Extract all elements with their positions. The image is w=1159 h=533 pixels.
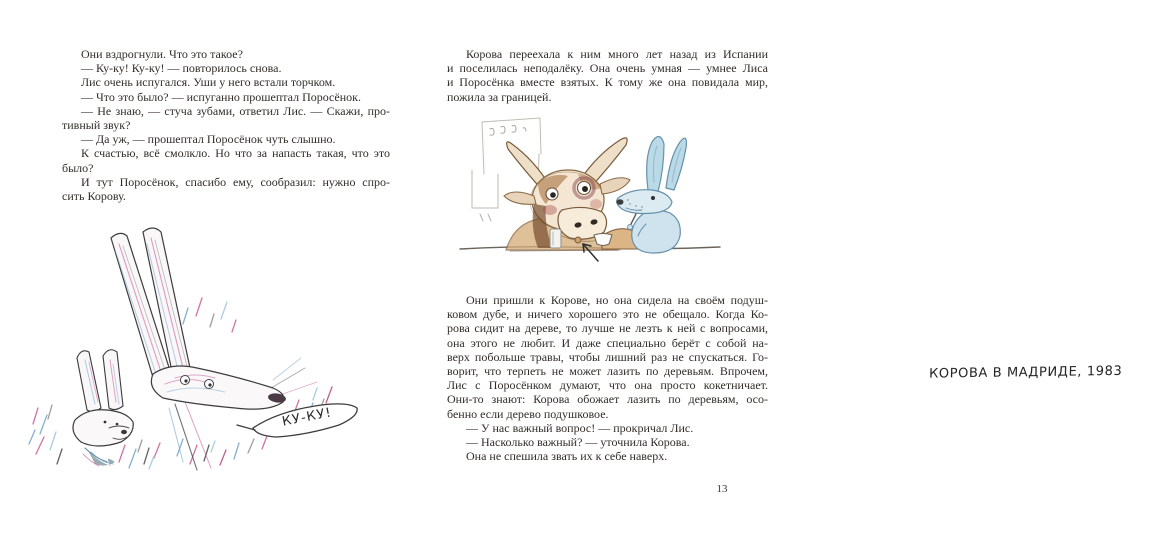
text-line: и поселилась неподалёку. Она очень умная — умнее Лиса [447, 61, 768, 76]
right-page-text-top [447, 47, 768, 104]
text-line: Они вздрогнули. Что это такое? [81, 47, 243, 61]
left-page-text [62, 47, 390, 203]
text-line: было? [62, 160, 94, 175]
text-line: пожила за границей. [447, 89, 552, 104]
text-line: — Ку-ку! Ку-ку! — повторилось снова. [81, 61, 282, 76]
text-line: Лис очень испугался. Уши у него встали торчком. [81, 75, 336, 90]
text-line: — Насколько важный? — уточнила Корова. [466, 435, 690, 450]
text-line: верх побольше травы, чтобы лишний раз не спускаться. Го- [447, 349, 768, 364]
text-line: и Поросёнка вместе взятых. К тому же она повидала мир, [447, 75, 768, 90]
text-line: ворит, что терпеть не может лазить по деревьям. Впрочем, [447, 364, 768, 379]
text-line: Она не спешила звать их к себе наверх. [466, 449, 668, 464]
text-line: — Не знаю, — стуча зубами, ответил Лис. — Скажи, про- [81, 103, 390, 118]
right-page-text-bottom [447, 293, 768, 463]
text-line: — Да уж, — прошептал Поросёнок чуть слышно. [81, 132, 336, 147]
text-line: рова сидит на дереве, то лучше не лезть к ней с вопросами, [447, 321, 768, 336]
text-line: она этого не любит. И даже специально берёт с собой на- [447, 335, 768, 350]
glass [550, 229, 561, 248]
text-line: Лис с Поросёнком думают, что она просто кокетничает. [447, 378, 768, 393]
speech-bubble-text: КУ-КУ! [280, 405, 334, 430]
text-line: Они-то знают: Корова обожает лазить по деревьям, осо- [447, 392, 768, 407]
text-line: Они пришли к Корове, но она сидела на своём подуш- [466, 293, 768, 307]
text-line: сить Корову. [62, 189, 126, 204]
text-line: И тут Поросёнок, спасибо ему, сообразил: нужно спро- [81, 174, 390, 189]
text-line: ковом дубе, и ничего хорошего это не обещало. Когда Ко- [447, 307, 768, 322]
text-line: Корова переехала к ним много лет назад из Испании [466, 47, 768, 61]
fox-hare-illustration [25, 222, 385, 477]
text-line: — Что это было? — испуганно прошептал Поросёнок. [81, 89, 361, 104]
illustration-caption: КОРОВА В МАДРИДЕ, 1983 [928, 363, 1123, 382]
page-number: 13 [716, 483, 728, 495]
tapas-bowl [594, 234, 612, 246]
text-line: — У нас важный вопрос! — прокричал Лис. [466, 420, 694, 435]
text-line: тивный звук? [62, 118, 131, 133]
cow-figure [504, 138, 642, 250]
text-line: бенно если дерево подушковое. [447, 406, 609, 421]
text-line: К счастью, всё смолкло. Но что за напасть такая, что это [81, 146, 390, 161]
